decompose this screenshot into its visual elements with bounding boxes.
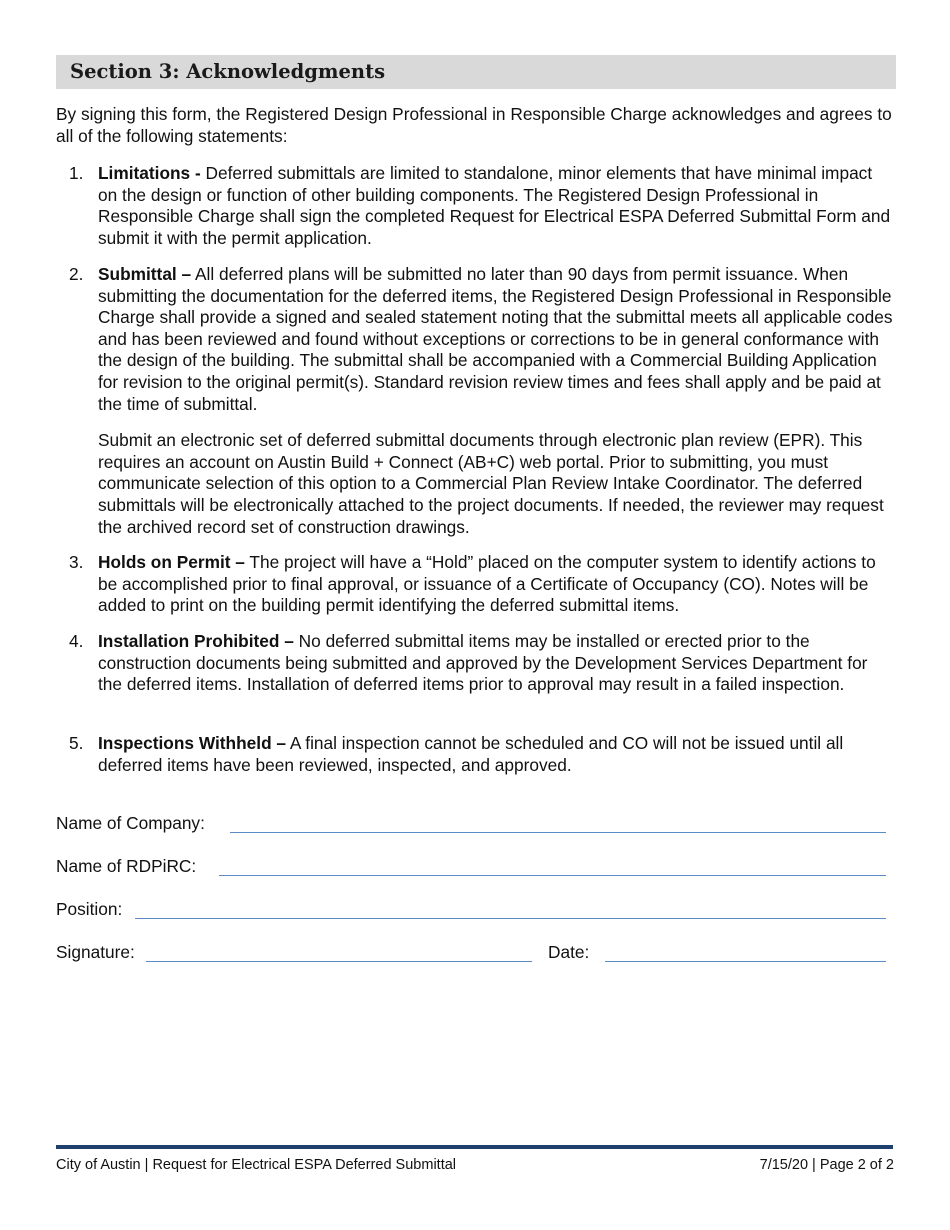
item-heading: Submittal – xyxy=(98,264,192,284)
item-text: No deferred submittal items may be installed or erected prior to the construction documents being submitted and approved by the Development Services Department for the deferred items. Installation of deferred items prior to approval may result in a failed inspection. xyxy=(98,631,868,695)
date-input-line[interactable] xyxy=(605,961,886,962)
position-input-line[interactable] xyxy=(135,918,886,919)
item-heading: Inspections Withheld – xyxy=(98,733,287,753)
item-number: 3. xyxy=(69,552,84,572)
item-number: 5. xyxy=(69,733,84,753)
footer-divider xyxy=(56,1145,893,1149)
company-input-line[interactable] xyxy=(230,832,886,833)
item-paragraph: Submit an electronic set of deferred submittal documents through electronic plan review (EPR). This requires an account on Austin Build + Connect (AB+C) web portal. Prior to submitting, you must communicate selection of this option to a Commercial Plan Review Intake Coordinator. The deferred submittals will be electronically attached to the project documents. If needed, the reviewer may request the archived record set of construction drawings. xyxy=(98,430,884,537)
position-field xyxy=(56,899,888,923)
footer-page-info: 7/15/20 | Page 2 of 2 xyxy=(759,1157,894,1173)
item-number: 4. xyxy=(69,631,84,651)
rdpirc-label: Name of RDPiRC: xyxy=(56,856,197,876)
list-item xyxy=(56,264,896,538)
item-text: A final inspection cannot be scheduled and CO will not be issued until all deferred items have been reviewed, inspected, and approved. xyxy=(98,733,844,775)
list-item xyxy=(56,631,896,696)
position-label: Position: xyxy=(56,899,123,919)
list-item xyxy=(56,163,896,249)
item-heading: Limitations - xyxy=(98,163,201,183)
item-text: All deferred plans will be submitted no later than 90 days from permit issuance. When submitting the documentation for the deferred items, the Registered Design Professional in Responsible Charge shall provide a signed and sealed statement noting that the submittal meets all applicable codes and has been reviewed and found without exceptions or corrections to be in general conformance with the design of the building. The submittal shall be accompanied with a Commercial Building Application for revision to the original permit(s). Standard revision review times and fees shall apply and be paid at the time of submittal. xyxy=(98,264,893,414)
item-number: 2. xyxy=(69,264,84,284)
rdpirc-input-line[interactable] xyxy=(219,875,886,876)
item-number: 1. xyxy=(69,163,84,183)
section-header xyxy=(56,55,896,89)
item-text: The project will have a “Hold” placed on the computer system to identify actions to be accomplished prior to final approval, or issuance of a Certificate of Occupancy (CO). Notes will be added to print on the building permit identifying the deferred submittal items. xyxy=(98,552,876,616)
signature-field xyxy=(56,942,888,966)
item-heading: Holds on Permit – xyxy=(98,552,245,572)
company-label: Name of Company: xyxy=(56,813,205,833)
company-field xyxy=(56,813,888,837)
signature-input-line[interactable] xyxy=(146,961,532,962)
list-item xyxy=(56,733,896,776)
signature-label: Signature: xyxy=(56,942,135,962)
section-title: Section 3: Acknowledgments xyxy=(70,60,386,83)
footer-title: City of Austin | Request for Electrical ESPA Deferred Submittal xyxy=(56,1157,457,1173)
date-label: Date: xyxy=(548,942,590,962)
list-item xyxy=(56,552,896,617)
item-heading: Installation Prohibited – xyxy=(98,631,294,651)
rdpirc-field xyxy=(56,856,888,880)
intro-paragraph: By signing this form, the Registered Design Professional in Responsible Charge acknowledges and agrees to all of the following statements: xyxy=(56,104,892,146)
item-text: Deferred submittals are limited to standalone, minor elements that have minimal impact on the design or function of other building components. The Registered Design Professional in Responsible Charge shall sign the completed Request for Electrical ESPA Deferred Submittal Form and submit it with the permit application. xyxy=(98,163,891,248)
